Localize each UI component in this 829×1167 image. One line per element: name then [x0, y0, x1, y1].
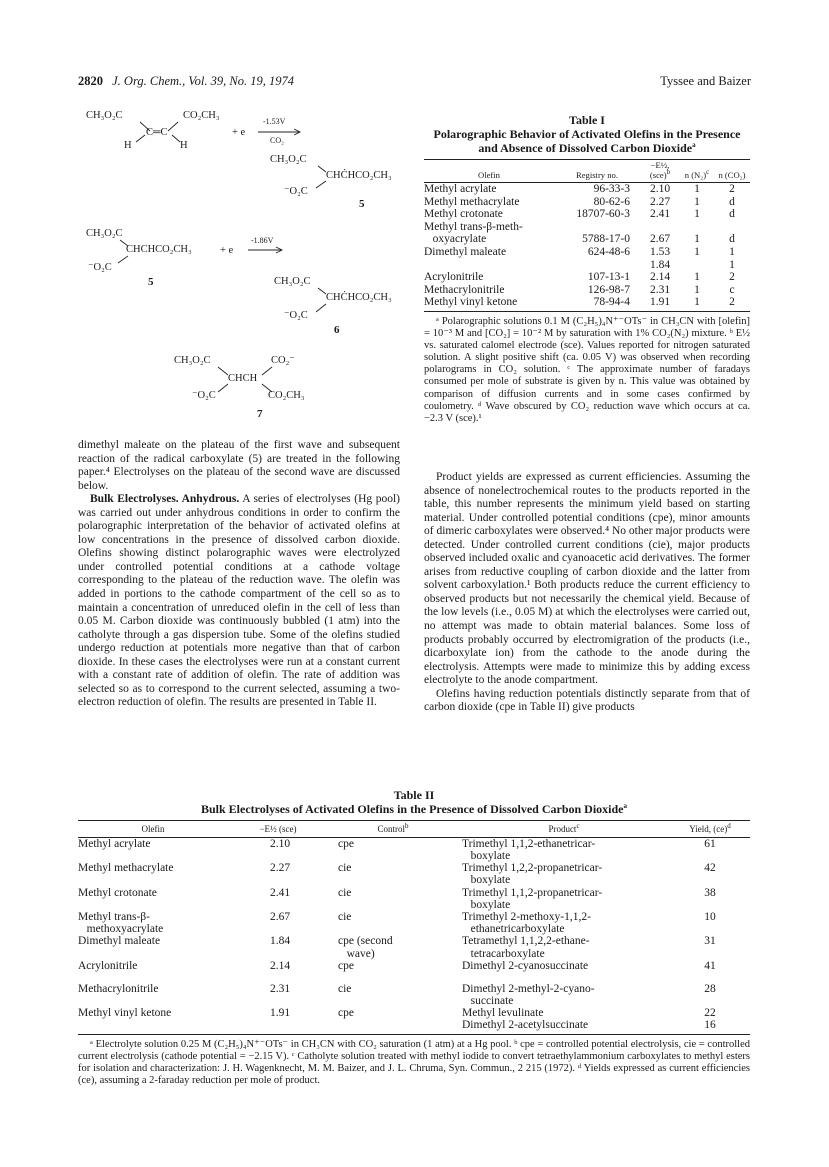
t2-line: cpe [338, 959, 354, 972]
r1-left-group: CH₃O₂C [86, 110, 123, 121]
t1-cell-registry: 78-94-4 [593, 296, 630, 309]
t1-cell-n1: 1 [694, 296, 700, 309]
table-row [424, 233, 750, 246]
r1-arrow-potential: -1.53V [263, 117, 286, 126]
t1-cell-olefin: Methyl acrylate [424, 183, 497, 195]
t1-cell-n1: 1 [694, 271, 700, 284]
table-row [78, 862, 750, 886]
t1-cell-n2: 1 [729, 258, 735, 271]
r1-plus-electron: + e [232, 127, 246, 138]
t2-cell-product [458, 911, 670, 935]
t2-cell-e: 2.31 [270, 982, 291, 995]
t2-line: Acrylonitrile [78, 959, 138, 972]
t1-cell-registry: 5788-17-0 [582, 233, 630, 246]
t1-cell-n2: d [729, 195, 735, 208]
table-row [78, 935, 750, 959]
left-paragraph-1: dimethyl maleate on the plateau of the first wave and subsequent reaction of the radical carboxylate (5) are treated in the following paper.⁴ Electrolyses on the plateau of the second wave are discussed below. [78, 439, 400, 492]
t1-cell-n2 [714, 221, 750, 234]
t2-line: boxylate [462, 898, 511, 911]
t2-line: cpe (second [338, 935, 393, 948]
t1-cell-registry [554, 221, 640, 234]
table-row [424, 208, 750, 221]
table-row [424, 183, 750, 196]
t2-cell-control [328, 837, 458, 862]
t2-cell-olefin [78, 935, 228, 959]
t2-cell-yield [670, 862, 750, 886]
t2-h-control: Control$^b$ [377, 821, 409, 834]
table-1-title-sup: a [692, 140, 696, 149]
t2-cell-olefin [78, 887, 228, 911]
t1-cell-n1 [680, 221, 714, 234]
r1-h-left: H [124, 140, 132, 151]
t2-cell-yield [670, 911, 750, 935]
t2-line: 10 [704, 910, 716, 923]
p5-chain: CHĊHCO₂CH₃ [326, 170, 392, 181]
t2-cell-yield [670, 837, 750, 862]
t2-cell-olefin [78, 1007, 228, 1031]
t2-line: Tetramethyl 1,1,2,2-ethane- [462, 935, 590, 948]
t2-cell-olefin [78, 837, 228, 862]
reaction-scheme [0, 0, 420, 440]
t2-line: 28 [704, 982, 716, 995]
p6-top-group: CH₃O₂C [274, 276, 311, 287]
t2-cell-olefin [78, 911, 228, 935]
p7-bottom-right: CO₂CH₃ [268, 390, 305, 401]
compound-5-label-2: 5 [148, 276, 154, 288]
page-number: 2820 [78, 74, 103, 88]
t1-cell-n2: 2 [729, 183, 735, 195]
t2-line: Dimethyl 2-cyanosuccinate [462, 959, 589, 972]
left-paragraph-2 [78, 493, 400, 710]
r2-arrow-potential: -1.86V [251, 236, 274, 245]
t1-cell-e: 2.27 [649, 195, 671, 208]
t2-line: succinate [462, 994, 514, 1007]
t2-cell-control [328, 983, 458, 1007]
t2-line: Trimethyl 1,1,2-propanetricar- [462, 886, 603, 899]
t2-line: Trimethyl 2-methoxy-1,1,2- [462, 910, 591, 923]
t1-cell-olefin: oxyacrylate [424, 233, 487, 246]
t1-cell-registry: 80-62-6 [593, 195, 630, 208]
table-row [424, 246, 750, 259]
table-2-grid [78, 820, 750, 1032]
r1-double-bond: C═C [146, 127, 168, 138]
table-2-bottom-rule [78, 1034, 750, 1035]
t2-cell-e: 2.67 [270, 910, 291, 923]
t2-cell-control [328, 911, 458, 935]
t2-line: cpe [338, 1007, 354, 1020]
t2-cell-yield [670, 887, 750, 911]
table-2-title-text: Bulk Electrolyses of Activated Olefins in the Presence of Dissolved Carbon Dioxide [200, 802, 624, 816]
t2-line: Trimethyl 1,2,2-propanetricar- [462, 862, 603, 875]
t2-cell-e: 2.41 [270, 886, 291, 899]
t2-line: ethanetricarboxylate [462, 923, 565, 936]
t2-line: wave) [338, 947, 375, 960]
right-paragraph-1: Product yields are expressed as current efficiencies. Assuming the absence of nonelectrochemical routes to the products reported in the table, this number represents the minimum yield based on starting material. Under controlled potential conditions (cpe), minor amounts of dimeric carboxylates were observed.⁴ No other major products were detected. Under controlled current conditions (cie), major products observed included oxalic and cyanoacetic acid derivatives. The former arises from reductive coupling of carbon dioxide and the latter from solvent carboxylation.¹ Both products reduce the current efficiency to observed products but not necessarily the chemical yield. Because of the low levels (i.e., 0.05 M) at which the electrolyses were carried out, no attempt was made to obtain material balances. Some loss of products probably occurred by electromigration of the products (i.e., dicarboxylate ion) from the cathode to the anode during the electrolysis. Attempts were made to minimize this by adding excess electrolyte to the anode compartment. [424, 471, 750, 687]
table-row [78, 983, 750, 1007]
t2-cell-control [328, 862, 458, 886]
t2-line: Dimethyl 2-acetylsuccinate [462, 1019, 589, 1032]
t1-cell-n2: d [729, 233, 735, 246]
t1-cell-n1: 1 [694, 195, 700, 208]
t2-cell-product [458, 983, 670, 1007]
t1-cell-olefin: Methyl vinyl ketone [424, 296, 518, 309]
scheme-bonds [0, 0, 420, 440]
t1-cell-olefin: Methyl trans-β-meth- [424, 220, 523, 233]
t2-cell-olefin [78, 960, 228, 983]
r2-top-group: CH₃O₂C [86, 228, 123, 239]
t1-cell-olefin: Methyl methacrylate [424, 195, 520, 208]
t2-cell-yield [670, 960, 750, 983]
t2-cell-olefin [78, 862, 228, 886]
t1-cell-n1: 1 [694, 283, 700, 296]
t1-cell-olefin: Methacrylonitrile [424, 283, 505, 296]
r1-h-right: H [180, 140, 188, 151]
t2-h-olefin: Olefin [141, 823, 165, 834]
t1-cell-e: 1.91 [649, 296, 671, 309]
t2-line: Dimethyl maleate [78, 935, 161, 948]
t1-h-registry: Registry no. [575, 170, 618, 180]
t1-cell-n2: 2 [729, 296, 735, 309]
right-paragraph-2: Olefins having reduction potentials distinctly separate from that of carbon dioxide (cpe in Table II) give products [424, 687, 750, 714]
t1-h-n1: n $(N_2)^c$ [684, 168, 710, 180]
t2-cell-e: 2.14 [270, 959, 291, 972]
table-row [424, 296, 750, 309]
t2-h-e: −E½ (sce) [259, 823, 297, 834]
t1-cell-n2: 2 [729, 271, 735, 284]
t1-cell-e: 2.31 [649, 283, 671, 296]
t2-line: boxylate [462, 874, 511, 887]
t2-h-product: Product$^c$ [548, 821, 580, 834]
table-2 [78, 788, 750, 1087]
t2-cell-product [458, 837, 670, 862]
t2-cell-e: 2.10 [270, 837, 291, 850]
t2-line: Methyl levulinate [462, 1007, 544, 1020]
t2-line: 42 [704, 862, 716, 875]
journal-citation: J. Org. Chem., Vol. 39, No. 19, 1974 [112, 74, 294, 88]
t1-cell-n1: 1 [694, 245, 700, 258]
t1-cell-e [640, 221, 680, 234]
t2-line: Methyl vinyl ketone [78, 1007, 172, 1020]
t2-h-yield: Yield, (ce)$^d$ [689, 821, 731, 834]
t1-cell-n1: 1 [694, 233, 700, 246]
t2-cell-e: 1.91 [270, 1007, 291, 1020]
t1-cell-olefin: Dimethyl maleate [424, 245, 507, 258]
table-2-title-sup: a [623, 802, 628, 810]
table-row [78, 911, 750, 935]
table-1 [424, 113, 750, 425]
t2-line: cie [338, 886, 352, 899]
t2-cell-control [328, 887, 458, 911]
table-row [424, 284, 750, 297]
left-paragraph-2-text: A series of electrolyses (Hg pool) was carried out under anhydrous conditions in order to confirm the polarographic interpretation of the behavior of activated olefins at low concentrations in the presence of dissolved carbon dioxide. Olefins showing distinct polarographic waves were electrolyzed under controlled potential conditions at a cathode voltage corresponding to the plateau of the reduction wave. The olefin was added in portions to the cathode compartment of the cell so as to maintain a concentration of unreduced olefin in the cell of less than 0.05 M. Carbon dioxide was continuously bubbled (1 atm) into the catholyte through a gas dispersion tube. Some of the olefins studied undergo reduction at potentials more negative than that of carbon dioxide. In these cases the electrolyses were run at a constant current with a constant rate of addition of olefin. The rate of addition was selected so as to correspond to the current selected, assuming a two-electron reduction of olefin. The results are presented in Table II. [78, 493, 400, 709]
t1-cell-olefin: Acrylonitrile [424, 271, 484, 284]
table-1-title-text: Polarographic Behavior of Activated Olefins in the Presence and Absence of Dissolved Carbon Dioxide [433, 127, 741, 155]
t2-line: 41 [704, 959, 716, 972]
t1-h-olefin: Olefin [478, 170, 500, 180]
table-1-bottom-rule [424, 311, 750, 312]
p7-top-left: CH₃O₂C [174, 355, 211, 366]
table-row [424, 196, 750, 209]
table-2-body [78, 837, 750, 1031]
t1-cell-e: 1.84 [649, 258, 671, 271]
t2-line: Methacrylonitrile [78, 982, 159, 995]
t2-cell-yield [670, 935, 750, 959]
t1-cell-n2: d [729, 208, 735, 221]
p5-top-group: CH₃O₂C [270, 154, 307, 165]
t2-cell-product [458, 935, 670, 959]
table-2-label: Table II [393, 788, 435, 802]
compound-6-label: 6 [334, 324, 340, 336]
t2-line: 16 [704, 1019, 716, 1032]
t1-h-n2: n (CO₂) [718, 170, 746, 180]
t2-line: methoxyacrylate [78, 923, 164, 936]
t1-cell-n2: c [729, 283, 735, 296]
t1-cell-e: 1.53 [649, 245, 671, 258]
running-header-authors: Tyssee and Baizer [660, 74, 751, 88]
r2-chain: CHCHCO₂CH₃ [126, 244, 192, 255]
t1-cell-n1 [680, 259, 714, 272]
table-2-title [78, 803, 750, 817]
t1-cell-olefin: Methyl crotonate [424, 208, 503, 221]
t1-cell-n1: 1 [694, 183, 700, 195]
t2-cell-control [328, 1007, 458, 1031]
t2-line: Methyl crotonate [78, 886, 157, 899]
t1-cell-n2: 1 [729, 245, 735, 258]
r2-carboxylate: ⁻O₂C [88, 262, 112, 273]
right-column-text [424, 471, 750, 715]
compound-5-label: 5 [359, 198, 365, 210]
t2-line: boxylate [462, 849, 511, 862]
p7-center: CHCH [228, 373, 258, 384]
t1-cell-registry [554, 259, 640, 272]
t2-cell-control [328, 960, 458, 983]
t1-cell-registry: 96-33-3 [593, 183, 630, 195]
t2-cell-product [458, 887, 670, 911]
table-row [78, 960, 750, 983]
t1-cell-olefin [424, 259, 554, 272]
table-row [424, 259, 750, 272]
t2-line: Dimethyl 2-methyl-2-cyano- [462, 982, 595, 995]
table-1-title [424, 128, 750, 155]
p5-carboxylate: ⁻O₂C [284, 186, 308, 197]
t2-line: cie [338, 910, 352, 923]
t2-cell-product [458, 960, 670, 983]
table-row [424, 221, 750, 234]
section-run-head: Bulk Electrolyses. Anhydrous. [90, 493, 240, 506]
t2-line: Methyl methacrylate [78, 862, 174, 875]
table-1-label: Table I [569, 113, 605, 127]
p7-top-right: CO₂⁻ [271, 355, 295, 366]
compound-7-label: 7 [257, 408, 263, 420]
p6-chain: CHĊHCO₂CH₃ [326, 292, 392, 303]
t1-cell-e: 2.41 [649, 208, 671, 221]
t2-line: 31 [704, 935, 716, 948]
table-row [78, 887, 750, 911]
t2-line: Methyl acrylate [78, 837, 151, 850]
r2-plus-electron: + e [220, 245, 234, 256]
t1-cell-registry: 107-13-1 [587, 271, 630, 284]
r1-right-group: CO₂CH₃ [183, 110, 220, 121]
table-1-body [424, 183, 750, 309]
r1-arrow-reagent: CO₂ [270, 136, 284, 145]
t2-cell-control [328, 935, 458, 959]
t2-cell-product [458, 1007, 670, 1031]
left-column-text [78, 439, 400, 710]
t2-line: cpe [338, 837, 354, 850]
t2-cell-yield [670, 1007, 750, 1031]
t1-cell-e: 2.14 [649, 271, 671, 284]
t2-line: cie [338, 982, 352, 995]
t1-cell-registry: 624-48-6 [587, 245, 630, 258]
p6-carboxylate: ⁻O₂C [284, 310, 308, 321]
table-row [424, 271, 750, 284]
table-row [78, 837, 750, 862]
t2-line: Methyl trans-β- [78, 910, 150, 923]
p7-bottom-left: ⁻O₂C [192, 390, 216, 401]
table-row [78, 1007, 750, 1031]
t2-line: 61 [704, 837, 716, 850]
t1-cell-e: 2.10 [649, 183, 671, 195]
t1-cell-registry: 18707-60-3 [576, 208, 630, 221]
t2-line: tetracarboxylate [462, 947, 545, 960]
t2-cell-olefin [78, 983, 228, 1007]
t2-cell-e: 2.27 [270, 862, 291, 875]
t2-line: 22 [704, 1007, 716, 1020]
t2-cell-yield [670, 983, 750, 1007]
t1-cell-n1: 1 [694, 208, 700, 221]
t1-cell-registry: 126-98-7 [587, 283, 630, 296]
t2-line: cie [338, 862, 352, 875]
t1-cell-e: 2.67 [649, 233, 671, 246]
t2-line: Trimethyl 1,1,2-ethanetricar- [462, 837, 596, 850]
table-1-footnote: ᵃ Polarographic solutions 0.1 M (C₂H₅)₄N⁺⁻OTs⁻ in CH₃CN with [olefin] = 10⁻³ M and [CO₂] = 10⁻² M by saturation with 1% CO₂(N₂) mixture. ᵇ E½ vs. saturated calomel electrode (sce). Values reported for nitrogen saturated solution. A slight positive shift (ca. 0.05 V) was observed when recording polarograms in CO₂ solution. ᶜ The approximate number of faradays consumed per mole of substrate is given by n. This value was obtained by comparison of diffusion currents and in some cases confirmed by coulometry. ᵈ Wave obscured by CO₂ reduction wave which occurs at ca. −2.3 V (sce).¹ [424, 315, 750, 424]
t1-h-e: −E½, (sce)$^b$ [649, 160, 671, 180]
t2-cell-e: 1.84 [270, 935, 291, 948]
table-2-footnote: ᵃ Electrolyte solution 0.25 M (C₂H₅)₄N⁺⁻OTs⁻ in CH₃CN with CO₂ saturation (1 atm) at a Hg pool. ᵇ cpe = controlled potential electrolysis, cie = controlled current electrolysis (cathode potential = −2.15 V). ᶜ Catholyte solution treated with methyl iodide to convert tetraethylammonium carboxylates to methyl esters for isolation and characterization: J. H. Wagenknecht, M. M. Baizer, and J. L. Chruma, Syn. Commun., 2 215 (1972). ᵈ Yields expressed as current efficiencies (ce), assuming a 2-faraday reduction per mole of product. [78, 1038, 750, 1086]
t2-line: 38 [704, 886, 716, 899]
t2-cell-product [458, 862, 670, 886]
table-1-grid [424, 159, 750, 309]
